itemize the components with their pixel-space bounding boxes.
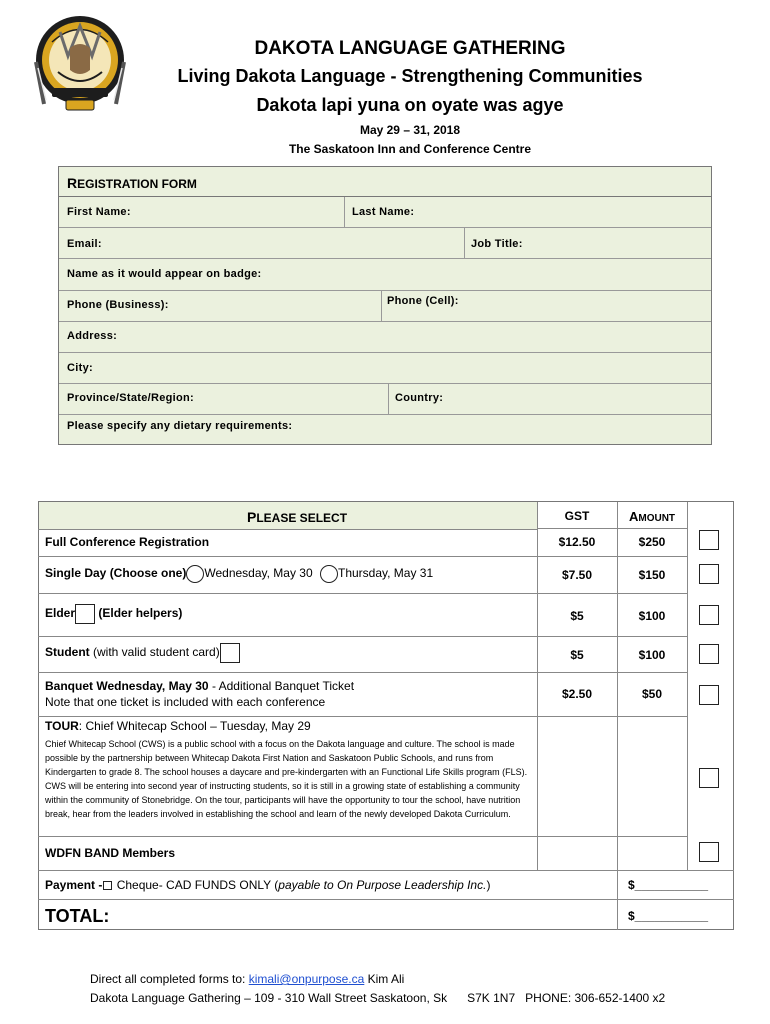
single-day-row (45, 565, 433, 583)
elder-row (45, 604, 182, 624)
student-amount: $100 (638, 648, 666, 662)
wdfn-checkbox[interactable] (699, 842, 719, 862)
footer-address: Dakota Language Gathering – 109 - 310 Wall Street Saskatoon, Sk S7K 1N7 PHONE: 306-652-1400 x2 (90, 991, 666, 1005)
col-divider (381, 290, 382, 321)
city-field[interactable]: City: (67, 362, 93, 374)
tour-description: Chief Whitecap School (CWS) is a public school with a focus on the Dakota language and culture. The school is made possible by the partnership between Whitecap Dakota First Nation and Saskatoon Public Schools, and runs from Kindergarten to grade 8. The school houses a daycare and pre-kindergarten with an Functional Life Skills program (FLS). CWS will be entering into second year of instructing students, so it is still in a growing state of establishing a community within the community of Stonebridge. On the tour, participants will have the opportunity to tour the school, have nutrition break, hear from the leaders involved in establishing the school and learn of the newly developed Dakota Curriculum. (45, 739, 528, 819)
elder-inline-checkbox[interactable] (75, 604, 95, 624)
full-conference-amount: $250 (638, 535, 666, 549)
banquet-checkbox[interactable] (699, 685, 719, 705)
phone-cell-field[interactable]: Phone (Cell): (387, 295, 459, 307)
wednesday-option-label: Wednesday, May 30 (204, 566, 313, 581)
country-field[interactable]: Country: (395, 392, 444, 404)
tour-checkbox[interactable] (699, 768, 719, 788)
full-conference-checkbox[interactable] (699, 530, 719, 550)
first-name-field[interactable]: First Name: (67, 206, 131, 218)
student-sub-label: (with valid student card) (89, 645, 220, 660)
full-conference-gst: $12.50 (558, 535, 596, 549)
contact-email-link[interactable]: kimali@onpurpose.ca (248, 972, 365, 986)
event-dakota-subtitle: Dakota lapi yuna on oyate was agye (256, 95, 564, 115)
amount-cap: A (628, 509, 639, 524)
single-day-gst: $7.50 (561, 568, 593, 582)
col-divider (687, 502, 688, 870)
registration-form (58, 166, 712, 445)
amount-rest: MOUNT (638, 513, 676, 524)
tour-label: TOUR (45, 719, 79, 733)
col-divider (344, 197, 345, 227)
col-divider (464, 227, 465, 258)
row-divider (537, 528, 687, 529)
thursday-radio[interactable] (320, 565, 338, 583)
payment-label-end: ) (486, 878, 491, 892)
header-rest: LEASE SELECT (256, 511, 348, 525)
elder-gst: $5 (570, 609, 584, 623)
footer-prefix: Direct all completed forms to: (90, 972, 249, 986)
event-venue: The Saskatoon Inn and Conference Centre (288, 142, 532, 156)
phone-business-field[interactable]: Phone (Business): (67, 299, 169, 311)
student-inline-checkbox[interactable] (220, 643, 240, 663)
please-select-header (247, 509, 347, 525)
row-divider (59, 414, 711, 415)
banquet-label: Banquet Wednesday, May 30 (45, 679, 209, 693)
last-name-field[interactable]: Last Name: (352, 206, 415, 218)
wdfn-band-members-label: WDFN BAND Members (45, 846, 176, 860)
row-divider (38, 529, 537, 530)
gst-header: GST (564, 509, 590, 523)
student-checkbox[interactable] (699, 644, 719, 664)
elder-amount: $100 (638, 609, 666, 623)
row-divider (59, 290, 711, 291)
student-row (45, 643, 240, 663)
province-field[interactable]: Province/State/Region: (67, 392, 195, 404)
row-divider (38, 636, 687, 637)
payment-amount-blank[interactable]: $___________ (628, 878, 709, 892)
event-subtitle: Living Dakota Language - Strengthening Communities (177, 66, 643, 86)
payment-label: Payment - (45, 878, 103, 892)
banquet-label-rest: - Additional Banquet Ticket (208, 679, 355, 693)
cheque-checkbox[interactable] (103, 881, 112, 890)
full-conference-label: Full Conference Registration (45, 535, 210, 549)
email-field[interactable]: Email: (67, 238, 102, 250)
row-divider (59, 321, 711, 322)
student-label: Student (45, 645, 90, 660)
payment-payable-to: payable to On Purpose Leadership Inc. (278, 878, 487, 892)
row-divider (59, 258, 711, 259)
banquet-amount: $50 (641, 687, 663, 701)
title-cap: R (67, 175, 78, 191)
elder-helpers-label: (Elder helpers) (98, 606, 183, 621)
row-divider (38, 716, 687, 717)
row-divider (38, 672, 687, 673)
footer-contact-name: Kim Ali (364, 972, 405, 986)
banquet-gst: $2.50 (561, 687, 593, 701)
row-divider (59, 227, 711, 228)
header-cap: P (247, 509, 257, 525)
elder-checkbox[interactable] (699, 605, 719, 625)
job-title-field[interactable]: Job Title: (471, 238, 523, 250)
row-divider (38, 870, 734, 871)
tour-label-rest: : Chief Whitecap School – Tuesday, May 29 (78, 719, 311, 733)
wednesday-radio[interactable] (186, 565, 204, 583)
row-divider (38, 836, 687, 837)
whitecap-dakota-seal (30, 12, 130, 122)
title-rest: EGISTRATION FORM (77, 177, 197, 191)
tour-row (45, 719, 311, 733)
col-divider (388, 383, 389, 414)
row-divider (38, 593, 687, 594)
single-day-checkbox[interactable] (699, 564, 719, 584)
badge-name-field[interactable]: Name as it would appear on badge: (67, 268, 262, 280)
dietary-field[interactable]: Please specify any dietary requirements: (67, 420, 293, 432)
elder-label: Elder (45, 606, 76, 621)
footer-contact-line (90, 972, 404, 986)
single-day-label: Single Day (Choose one) (45, 566, 187, 581)
thursday-option-label: Thursday, May 31 (337, 566, 434, 581)
payment-row (45, 878, 490, 892)
total-amount-blank[interactable]: $___________ (628, 909, 709, 923)
banquet-row (45, 679, 354, 693)
single-day-amount: $150 (638, 568, 666, 582)
row-divider (59, 383, 711, 384)
banquet-note: Note that one ticket is included with each conference (45, 695, 326, 709)
row-divider (59, 352, 711, 353)
event-title: DAKOTA LANGUAGE GATHERING (254, 38, 566, 59)
payment-method-label: Cheque- CAD FUNDS ONLY ( (113, 878, 279, 892)
address-field[interactable]: Address: (67, 330, 118, 342)
row-divider (38, 556, 687, 557)
amount-header (617, 509, 687, 524)
registration-form-title (59, 167, 711, 197)
student-gst: $5 (570, 648, 584, 662)
row-divider (38, 899, 734, 900)
event-dates: May 29 – 31, 2018 (359, 123, 461, 137)
total-label: TOTAL: (45, 906, 110, 926)
